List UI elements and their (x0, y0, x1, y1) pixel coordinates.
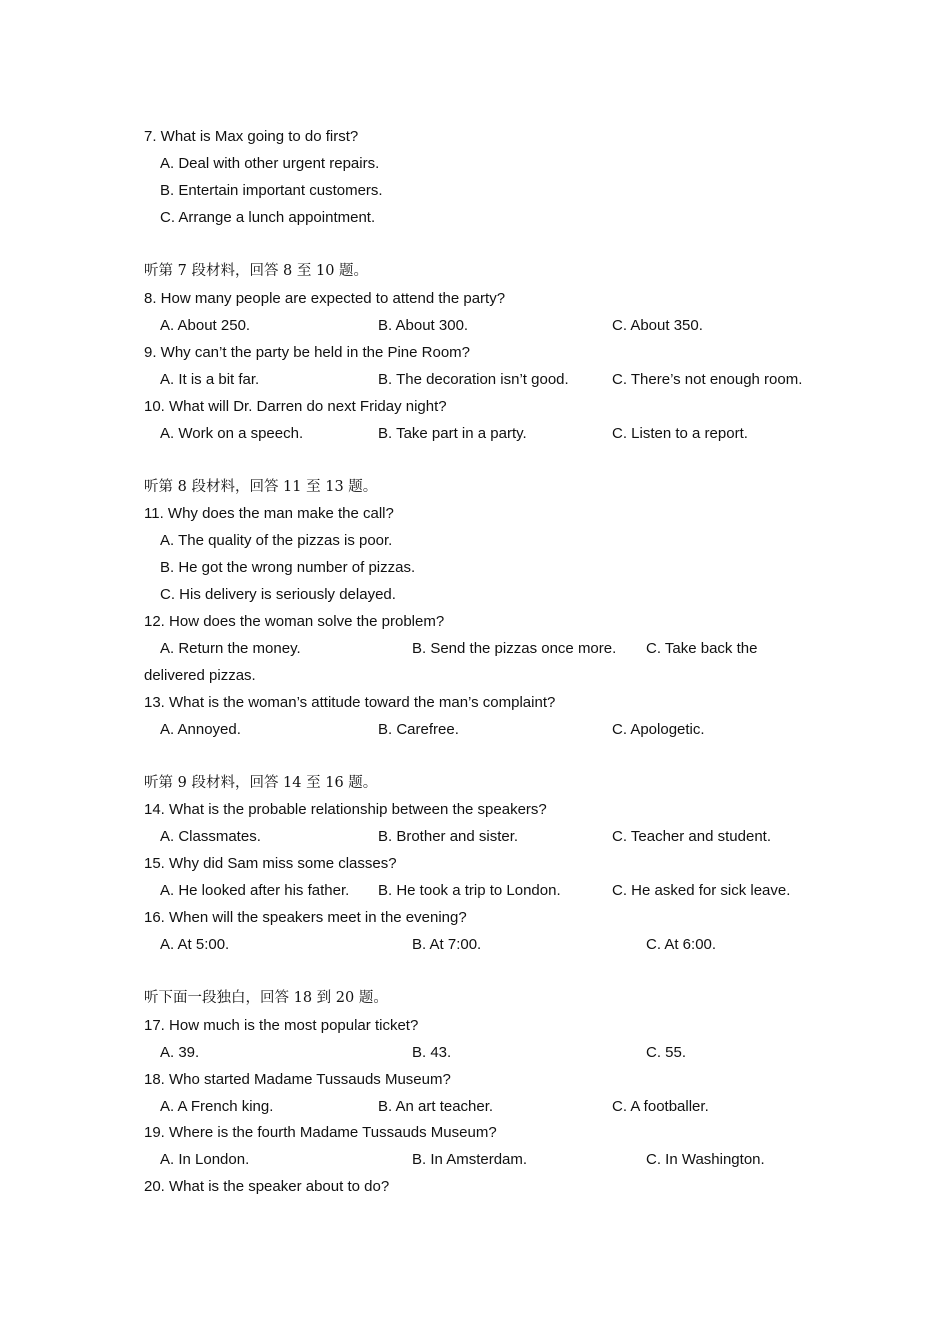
option-b: B. At 7:00. (412, 936, 482, 953)
option-b: B. He took a trip to London. (378, 882, 561, 899)
question-19: 19. Where is the fourth Madame Tussauds Museum? (144, 1124, 497, 1141)
option-a: A. Work on a speech. (160, 425, 304, 442)
option-row (160, 635, 860, 662)
option-a: A. 39. (160, 1044, 200, 1061)
option-a: A. He looked after his father. (160, 882, 350, 899)
option-c: C. Apologetic. (612, 721, 705, 738)
question-12: 12. How does the woman solve the problem? (144, 613, 445, 630)
option-c: C. 55. (646, 1044, 687, 1061)
question-9: 9. Why can’t the party be held in the Pine Room? (144, 344, 471, 361)
section-heading: 听第 8 段材料，回答 11 至 13 题。 (144, 479, 378, 495)
question-20: 20. What is the speaker about to do? (144, 1178, 390, 1195)
option-a: A. Annoyed. (160, 721, 241, 738)
option-row (160, 1039, 860, 1066)
option-row (160, 877, 860, 904)
option-row (160, 366, 860, 393)
option-c: C. About 350. (612, 317, 703, 334)
option-b: B. Take part in a party. (378, 425, 527, 442)
option-row (160, 420, 860, 447)
option-a: A. It is a bit far. (160, 371, 260, 388)
option-c: C. In Washington. (646, 1151, 765, 1168)
question-10: 10. What will Dr. Darren do next Friday night? (144, 398, 447, 415)
option-a: A. About 250. (160, 317, 251, 334)
option-b: B. About 300. (378, 317, 469, 334)
option-line: C. Arrange a lunch appointment. (160, 209, 376, 226)
option-line: A. Deal with other urgent repairs. (160, 155, 380, 172)
option-row (160, 823, 860, 850)
question-11: 11. Why does the man make the call? (144, 505, 394, 522)
option-a: A. A French king. (160, 1098, 274, 1115)
question-14: 14. What is the probable relationship between the speakers? (144, 801, 547, 818)
option-line: B. He got the wrong number of pizzas. (160, 559, 416, 576)
option-b: B. 43. (412, 1044, 452, 1061)
option-line: A. The quality of the pizzas is poor. (160, 532, 393, 549)
option-row (160, 1146, 860, 1173)
question-18: 18. Who started Madame Tussauds Museum? (144, 1071, 451, 1088)
section-heading: 听第 9 段材料，回答 14 至 16 题。 (144, 775, 378, 791)
question-13: 13. What is the woman’s attitude toward the man’s complaint? (144, 694, 556, 711)
option-row (160, 931, 860, 958)
option-b: B. In Amsterdam. (412, 1151, 528, 1168)
option-row (160, 312, 860, 339)
option-a: A. Return the money. (160, 640, 301, 657)
option-row (160, 716, 860, 743)
option-line: B. Entertain important customers. (160, 182, 383, 199)
option-line: C. His delivery is seriously delayed. (160, 586, 396, 603)
option-b: B. Carefree. (378, 721, 459, 738)
section-heading: 听下面一段独白，回答 18 到 20 题。 (144, 990, 388, 1006)
question-8: 8. How many people are expected to attend the party? (144, 290, 506, 307)
option-a: A. At 5:00. (160, 936, 230, 953)
option-c: C. Listen to a report. (612, 425, 748, 442)
option-c: C. Take back the (646, 640, 758, 657)
section-heading: 听第 7 段材料，回答 8 至 10 题。 (144, 263, 369, 279)
option-b: B. Send the pizzas once more. (412, 640, 617, 657)
option-b: B. The decoration isn’t good. (378, 371, 569, 388)
option-b: B. Brother and sister. (378, 828, 519, 845)
question-15: 15. Why did Sam miss some classes? (144, 855, 397, 872)
option-c: C. A footballer. (612, 1098, 709, 1115)
option-a: A. Classmates. (160, 828, 261, 845)
option-c: C. Teacher and student. (612, 828, 771, 845)
option-c: C. He asked for sick leave. (612, 882, 791, 899)
question-17: 17. How much is the most popular ticket? (144, 1017, 419, 1034)
option-c: C. At 6:00. (646, 936, 717, 953)
option-b: B. An art teacher. (378, 1098, 494, 1115)
option-a: A. In London. (160, 1151, 250, 1168)
question-7: 7. What is Max going to do first? (144, 128, 359, 145)
option-row (160, 1093, 860, 1120)
question-16: 16. When will the speakers meet in the evening? (144, 909, 467, 926)
option-c: C. There’s not enough room. (612, 371, 803, 388)
option-continuation: delivered pizzas. (144, 667, 256, 684)
